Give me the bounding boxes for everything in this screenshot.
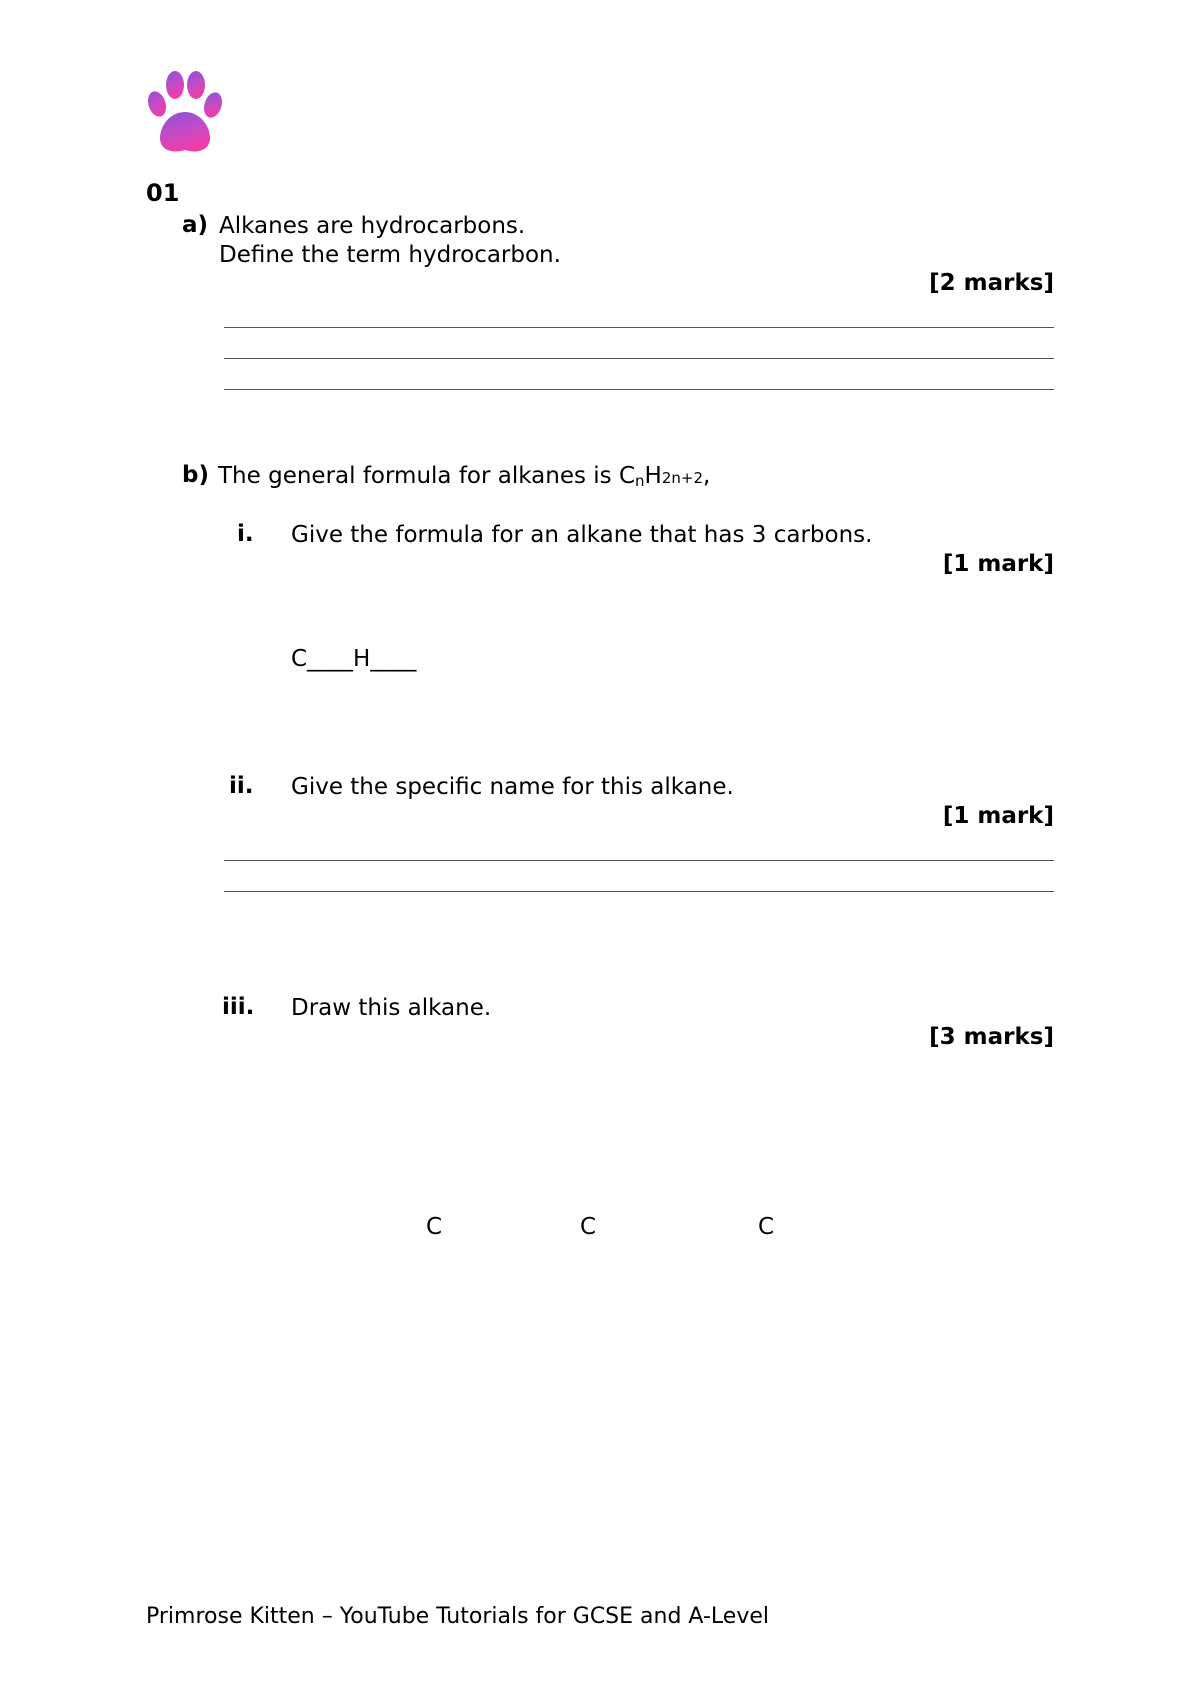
part-b-label: b)	[182, 462, 209, 488]
answer-line-b-ii-1[interactable]	[224, 860, 1054, 861]
part-b-ii-label: ii.	[229, 773, 254, 799]
answer-line-a-3[interactable]	[224, 389, 1054, 390]
answer-line-a-1[interactable]	[224, 327, 1054, 328]
formula-comma: ,	[703, 463, 711, 489]
general-formula-text: The general formula for alkanes is C	[218, 463, 636, 489]
carbon-atom-3: C	[758, 1214, 775, 1240]
subscript-2n2: 2n+2	[661, 469, 703, 487]
subscript-n: n	[635, 472, 645, 490]
question-number: 01	[146, 179, 180, 207]
part-a-line2: Define the term hydrocarbon.	[219, 242, 561, 268]
part-a-marks: [2 marks]	[929, 270, 1054, 296]
footer-text: Primrose Kitten – YouTube Tutorials for GCSE and A-Level	[146, 1604, 769, 1629]
part-b-intro	[218, 462, 710, 496]
formula-answer-template[interactable]: C____H____	[291, 646, 417, 672]
hydrogen-symbol: H	[644, 463, 662, 489]
part-b-iii-text: Draw this alkane.	[291, 995, 492, 1021]
part-b-iii-marks: [3 marks]	[929, 1024, 1054, 1050]
part-b-ii-marks: [1 mark]	[942, 803, 1054, 829]
part-b-i-label: i.	[237, 521, 254, 547]
part-b-i-text: Give the formula for an alkane that has 3 carbons.	[291, 522, 873, 548]
part-b-ii-text: Give the specific name for this alkane.	[291, 774, 734, 800]
part-a-line1: Alkanes are hydrocarbons.	[219, 213, 526, 239]
answer-line-b-ii-2[interactable]	[224, 891, 1054, 892]
part-b-iii-label: iii.	[222, 994, 255, 1020]
part-a-label: a)	[182, 212, 209, 238]
part-b-i-marks: [1 mark]	[942, 551, 1054, 577]
carbon-atom-2: C	[580, 1214, 597, 1240]
answer-line-a-2[interactable]	[224, 358, 1054, 359]
carbon-atom-1: C	[426, 1214, 443, 1240]
paw-logo-icon	[146, 70, 224, 156]
